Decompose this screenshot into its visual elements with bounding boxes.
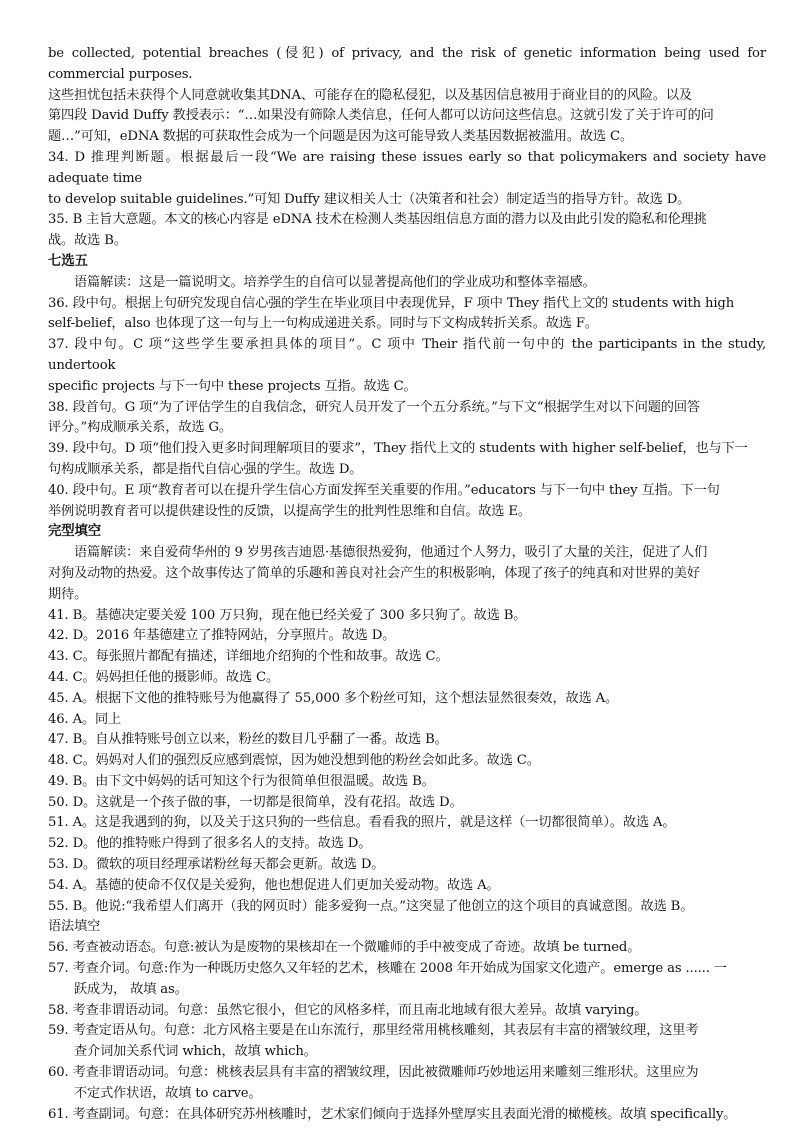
intro-line: 题…”可知，eDNA 数据的可获取性会成为一个问题是因为这可能导致人类基因数据被滥用。故选 C。 xyxy=(48,129,633,145)
section-intro: 对狗及动物的热爱。这个故事传达了简单的乐趣和善良对社会产生的积极影响，体现了孩子的纯真和对世界的美好 xyxy=(48,565,700,581)
section-heading-wxtk: 完型填空 xyxy=(48,524,101,540)
intro-line: 这些担忧包括未获得个人同意就收集其DNA、可能存在的隐私侵犯，以及基因信息被用于商业目的的风险。以及 xyxy=(48,87,692,103)
answer-item: 54. A。基德的使命不仅仅是关爱狗，他也想促进人们更加关爱动物。故选 A。 xyxy=(48,877,500,893)
answer-38-line: 38. 段首句。G 项“为了评估学生的自我信念，研究人员开发了一个五分系统。”与下文“根据学生对以下问题的回答 xyxy=(48,399,700,415)
answer-37-line: 37. 段中句。C 项“这些学生要承担具体的项目”。C 项中 Their 指代前一句中的 the participants in the study, undertook xyxy=(48,337,766,373)
intro-line: be collected, potential breaches (侵犯) of privacy, and the risk of genetic information being used for commercial purposes. xyxy=(48,46,766,82)
answer-item: 50. D。这就是一个孩子做的事，一切都是很简单，没有花招。故选 D。 xyxy=(48,794,463,810)
answer-item: 45. A。根据下文他的推特账号为他赢得了 55,000 多个粉丝可知，这个想法显然很奏效，故选 A。 xyxy=(48,690,619,706)
intro-line: 第四段 David Duffy 教授表示：“…如果没有筛除人类信息，任何人都可以访问这些信息。这就引发了关于许可的问 xyxy=(48,108,714,124)
answer-item: 48. C。妈妈对人们的强烈反应感到震惊，因为她没想到他的粉丝会如此多。故选 C。 xyxy=(48,753,540,769)
answer-59-line: 查介词加关系代词 which，故填 which。 xyxy=(74,1044,317,1060)
answer-56: 56. 考查被动语态。句意:被认为是废物的果核却在一个微雕师的手中被变成了奇迹。故填 be turned。 xyxy=(48,940,641,956)
answer-item: 53. D。微软的项目经理承诺粉丝每天都会更新。故选 D。 xyxy=(48,857,385,873)
answer-37-line: specific projects 与下一句中 these projects 互指。故选 C。 xyxy=(48,378,417,394)
section-intro: 语篇解读：这是一篇说明文。培养学生的自信可以显著提高他们的学业成功和整体幸福感。 xyxy=(74,274,596,290)
answer-40-line: 40. 段中句。E 项“教育者可以在提升学生信心方面发挥至关重要的作用。”educators 与下一句中 they 互指。下一句 xyxy=(48,482,720,498)
answer-item: 49. B。由下文中妈妈的话可知这个行为很简单但很温暖。故选 B。 xyxy=(48,773,435,789)
answer-35-line: 战。故选 B。 xyxy=(48,233,127,249)
answer-item: 44. C。妈妈担任他的摄影师。故选 C。 xyxy=(48,669,280,685)
answer-item: 52. D。他的推特账户得到了很多名人的支持。故选 D。 xyxy=(48,836,372,852)
answer-39-line: 句构成顺承关系，都是指代自信心强的学生。故选 D。 xyxy=(48,461,363,477)
answer-58: 58. 考查非谓语动词。句意：虽然它很小，但它的风格多样，而且南北地域有很大差异。故填 varying。 xyxy=(48,1002,648,1018)
answer-59-line: 59. 考查定语从句。句意：北方风格主要是在山东流行，那里经常用桃核雕刻，其表层有丰富的褶皱纹理，这里考 xyxy=(48,1023,699,1039)
answer-40-line: 举例说明教育者可以提供建设性的反馈，以提高学生的批判性思维和自信。故选 E。 xyxy=(48,503,531,519)
answer-item: 42. D。2016 年基德建立了推特网站，分享照片。故选 D。 xyxy=(48,628,396,644)
answer-60-line: 60. 考查非谓语动词。句意：桃核表层具有丰富的褶皱纹理，因此被微雕师巧妙地运用来雕刻三维形状。这里应为 xyxy=(48,1065,699,1081)
section-heading-yftk: 语法填空 xyxy=(48,919,101,935)
answer-item: 43. C。每张照片都配有描述，详细地介绍狗的个性和故事。故选 C。 xyxy=(48,649,449,665)
answer-34-line: 34. D 推理判断题。根据最后一段“We are raising these issues early so that policymakers and society have adequate time xyxy=(48,149,766,186)
answer-57-line: 跃成为， 故填 as。 xyxy=(74,981,188,997)
answer-item: 46. A。同上 xyxy=(48,711,122,727)
answer-35-line: 35. B 主旨大意题。本文的核心内容是 eDNA 技术在检测人类基因组信息方面的潜力以及由此引发的隐私和伦理挑 xyxy=(48,212,707,228)
answer-36-line: 36. 段中句。根据上句研究发现自信心强的学生在毕业项目中表现优异，F 项中 They 指代上文的 students with high xyxy=(48,295,735,311)
answer-34-line: to develop suitable guidelines.”可知 Duffy 建议相关人士（决策者和社会）制定适当的指导方针。故选 D。 xyxy=(48,191,691,207)
answer-item: 51. A。这是我遇到的狗，以及关于这只狗的一些信息。看看我的照片，就是这样（一切都很简单）。故选 A。 xyxy=(48,815,676,831)
answer-item: 55. B。他说:“我希望人们离开（我的网页时）能多爱狗一点。”这突显了他创立的这个项目的真诚意图。故选 B。 xyxy=(48,898,694,914)
answer-item: 41. B。基德决定要关爱 100 万只狗，现在他已经关爱了 300 多只狗了。故选 B。 xyxy=(48,607,527,623)
section-intro: 语篇解读：来自爱荷华州的 9 岁男孩吉迪恩·基德很热爱狗，他通过个人努力，吸引了大量的关注，促进了人们 xyxy=(74,545,708,561)
answer-38-line: 评分。”构成顺承关系，故选 G。 xyxy=(48,420,232,436)
answer-item: 47. B。自从推特账号创立以来，粉丝的数目几乎翻了一番。故选 B。 xyxy=(48,732,448,748)
answer-60-line: 不定式作状语，故填 to carve。 xyxy=(74,1085,262,1101)
answer-61: 61. 考查副词。句意：在具体研究苏州核雕时，艺术家们倾向于选择外壁厚实且表面光滑的橄榄核。故填 specifically。 xyxy=(48,1106,737,1122)
answer-36-line: self-belief，also 也体现了这一句与上一句构成递进关系。同时与下文构成转折关系。故选 F。 xyxy=(48,316,598,332)
answer-39-line: 39. 段中句。D 项“他们投入更多时间理解项目的要求”，They 指代上文的 students with higher self-belief，也与下一 xyxy=(48,441,748,457)
section-intro: 期待。 xyxy=(48,586,88,602)
section-heading-qxw: 七选五 xyxy=(48,253,88,269)
answer-57-line: 57. 考查介词。句意:作为一种既历史悠久又年轻的艺术，核雕在 2008 年开始成为国家文化遗产。emerge as ...... 一 xyxy=(48,961,727,977)
